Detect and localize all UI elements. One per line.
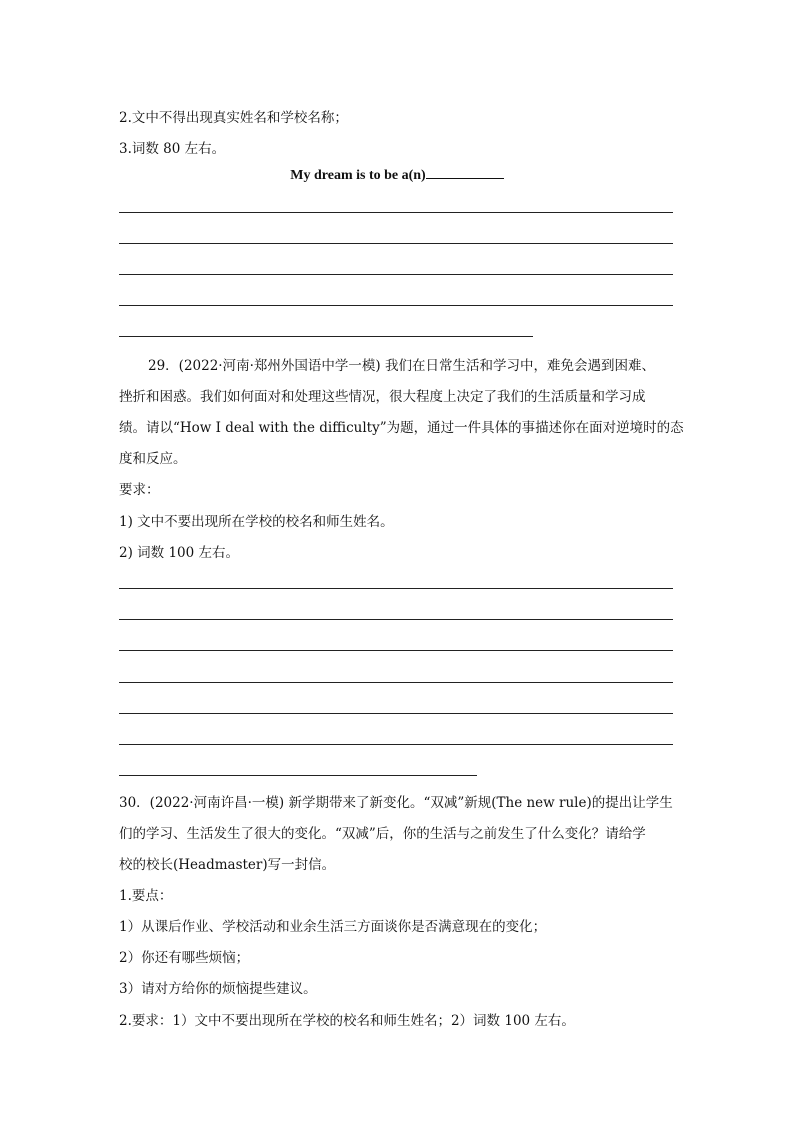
q30-point-2: 2）你还有哪些烦恼； xyxy=(119,950,250,966)
writing-line[interactable] xyxy=(119,305,673,306)
writing-line[interactable] xyxy=(119,650,673,651)
q30-prompt-line-3: 校的校长(Headmaster)写一封信。 xyxy=(119,857,336,873)
writing-line[interactable] xyxy=(119,336,533,337)
writing-line[interactable] xyxy=(119,588,673,589)
q30-points-label: 1.要点： xyxy=(119,888,173,904)
q30-point-1: 1）从课后作业、学校活动和业余生活三方面谈你是否满意现在的变化； xyxy=(119,919,547,935)
title-blank[interactable] xyxy=(426,166,504,179)
q29-prompt-line-2: 挫折和困惑。我们如何面对和处理这些情况，很大程度上决定了我们的生活质量和学习成 xyxy=(119,389,646,405)
q30-requirements: 2.要求：1）文中不要出现所在学校的校名和师生姓名；2）词数 100 左右。 xyxy=(119,1013,575,1029)
essay-title xyxy=(0,166,794,184)
writing-line[interactable] xyxy=(119,682,673,683)
q29-prompt-line-4: 度和反应。 xyxy=(119,451,187,467)
essay-title-text: My dream is to be a(n) xyxy=(290,168,426,183)
writing-line[interactable] xyxy=(119,775,477,776)
writing-line[interactable] xyxy=(119,212,673,213)
requirement-3-text: 3.词数 80 左右。 xyxy=(119,141,226,157)
q29-requirement-2: 2) 词数 100 左右。 xyxy=(119,545,239,561)
writing-line[interactable] xyxy=(119,243,673,244)
writing-line[interactable] xyxy=(119,713,673,714)
writing-line[interactable] xyxy=(119,619,673,620)
requirement-2-text: 2.文中不得出现真实姓名和学校名称； xyxy=(119,110,348,126)
q29-requirements-label: 要求： xyxy=(119,482,160,498)
q29-prompt-line-3: 绩。请以“How I deal with the difficulty”为题，通过一件具体的事描述你在面对逆境时的态 xyxy=(119,420,684,436)
writing-line[interactable] xyxy=(119,744,673,745)
q29-requirement-1: 1) 文中不要出现所在学校的校名和师生姓名。 xyxy=(119,514,394,530)
q30-point-3: 3）请对方给你的烦恼提些建议。 xyxy=(119,981,317,997)
q30-prompt-line-1: 30．(2022·河南许昌·一模) 新学期带来了新变化。“双减”新规(The new rule)的提出让学生 xyxy=(119,795,673,811)
q29-prompt-line-1: 29．(2022·河南·郑州外国语中学一模) 我们在日常生活和学习中，难免会遇到困难、 xyxy=(148,358,655,374)
q30-prompt-line-2: 们的学习、生活发生了很大的变化。“双减”后，你的生活与之前发生了什么变化？请给学 xyxy=(119,826,646,842)
writing-line[interactable] xyxy=(119,274,673,275)
